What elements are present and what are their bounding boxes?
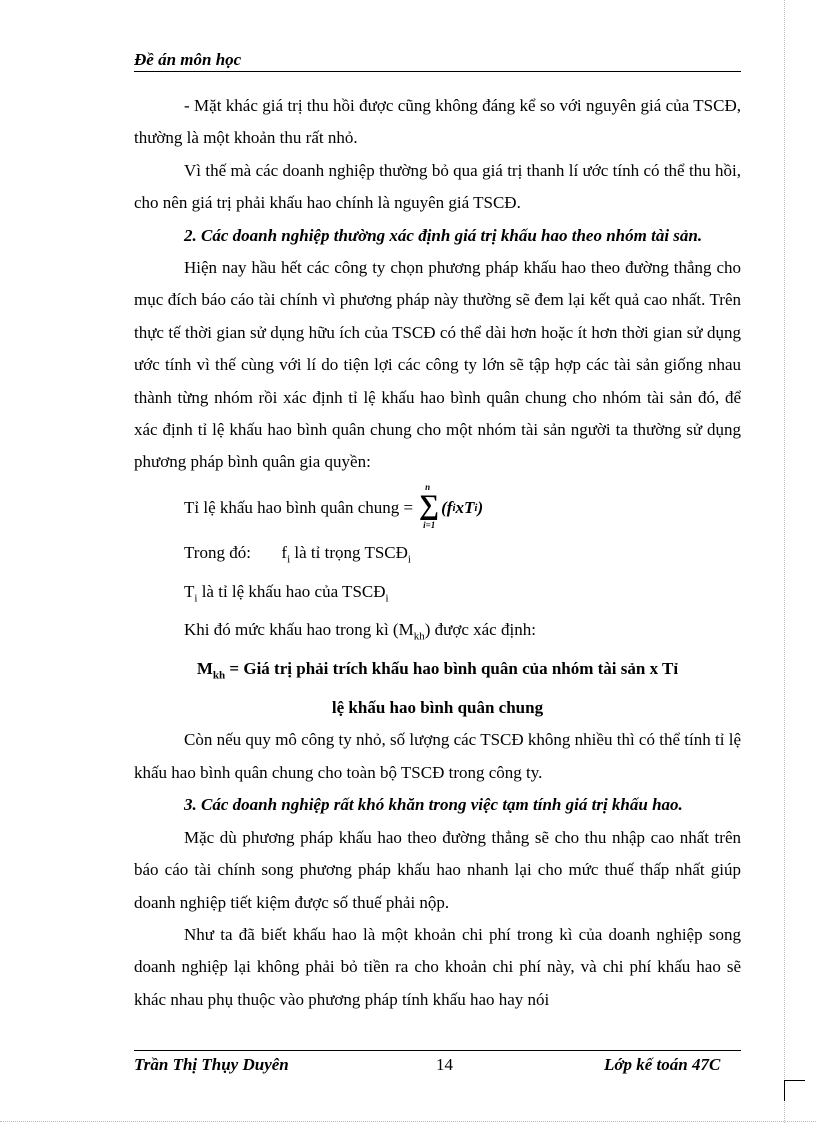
footer-rule [134, 1050, 741, 1051]
t-description: là tỉ lệ khấu hao của TSCĐ [197, 581, 386, 601]
header-rule [134, 71, 741, 72]
t-desc-subscript: i [385, 592, 389, 605]
mkh-rest: = Giá trị phải trích khấu hao bình quân của nhóm tài sản x Tỉ [225, 659, 679, 679]
sigma-upper-limit: n [425, 481, 431, 492]
f-description: là tỉ trọng TSCĐ [290, 542, 408, 562]
formula-sub-f: i [452, 501, 456, 514]
paragraph-5: Mặc dù phương pháp khấu hao theo đường thẳng sẽ cho thu nhập cao nhất trên báo cáo tài chính song phương pháp khấu hao nhanh lại cho mức thuế thấp nhất giúp doanh nghiệp tiết kiệm được số thuế phải nộp. [134, 827, 741, 912]
formula-expr-open: (f [441, 497, 453, 517]
khi-do-pre: Khi đó mức khấu hao trong kì (M [184, 620, 414, 640]
trong-do-label: Trong đó: [184, 542, 251, 562]
sigma-symbol [419, 481, 441, 530]
sigma-lower-limit: i=1 [423, 519, 436, 530]
t-variable: T [184, 581, 195, 601]
f-subscript: i [287, 553, 291, 566]
sigma-icon: ∑ [419, 489, 440, 521]
formula-mkh-line-2: lệ khấu hao bình quân chung [331, 698, 544, 718]
formula-expr-close: ) [477, 497, 484, 517]
page-edge-bottom [0, 1121, 816, 1122]
formula-average-rate [134, 479, 741, 537]
crop-mark-icon [784, 1080, 805, 1101]
formula-expr-mid: xT [455, 497, 475, 517]
paragraph-4: Còn nếu quy mô công ty nhỏ, số lượng các TSCĐ không nhiều thì có thể tính tỉ lệ khấu hao bình quân chung cho toàn bộ TSCĐ trong công ty. [134, 730, 741, 782]
formula-mkh-line-1 [134, 653, 741, 692]
khi-do-line [134, 614, 741, 653]
khi-do-sub: kh [413, 630, 425, 643]
formula-sum [419, 481, 484, 530]
paragraph-2: Vì thế mà các doanh nghiệp thường bỏ qua giá trị thanh lí ước tính có thể thu hồi, cho nên giá trị phải khấu hao chính là nguyên giá TSCĐ. [134, 160, 741, 213]
f-desc-subscript: i [407, 553, 411, 566]
formula-label: Tỉ lệ khấu hao bình quân chung = [184, 497, 414, 517]
f-variable: f [281, 542, 288, 562]
definition-t [134, 576, 741, 615]
paragraph-3: Hiện nay hầu hết các công ty chọn phương pháp khấu hao theo đường thẳng cho mục đích báo cáo tài chính vì phương pháp này thường sẽ đem lại kết quả cao nhất. Trên thực tế thời gian sử dụng hữu ích của TSCĐ có thể dài hơn hoặc ít hơn thời gian sử dụng ước tính vì thế cùng với lí do tiện lợi các công ty lớn sẽ tập hợp các tài sản giống nhau thành từng nhóm rồi xác định tỉ lệ khấu hao bình quân chung cho nhóm tài sản đó, để xác định tỉ lệ khấu hao bình quân chung cho một nhóm tài sản người ta thường sử dụng phương pháp bình quân gia quyền: [134, 258, 741, 472]
section-heading-3: 3. Các doanh nghiệp rất khó khăn trong việc tạm tính giá trị khấu hao. [184, 795, 683, 815]
khi-do-post: ) được xác định: [424, 620, 536, 640]
mkh-subscript: kh [212, 669, 226, 682]
definition-f [134, 537, 741, 576]
document-body [134, 90, 741, 1016]
formula-sub-t: i [474, 501, 478, 514]
header-title: Đề án môn học [134, 50, 242, 69]
section-heading-2: 2. Các doanh nghiệp thường xác định giá trị khấu hao theo nhóm tài sản. [184, 225, 703, 245]
page-edge-right [784, 0, 785, 1123]
footer-page-number: 14 [436, 1055, 453, 1074]
mkh-symbol: M [196, 659, 213, 679]
paragraph-1: - Mặt khác giá trị thu hồi được cũng không đáng kể so với nguyên giá của TSCĐ, thường là một khoản thu rất nhỏ. [134, 96, 741, 148]
paragraph-6: Như ta đã biết khấu hao là một khoản chi phí trong kì của doanh nghiệp song doanh nghiệp lại không phải bỏ tiền ra cho khoản chi phí này, và chi phí khấu hao sẽ khác nhau phụ thuộc vào phương pháp tính khấu hao hay nói [134, 924, 741, 1009]
footer-author: Trần Thị Thụy Duyên [134, 1055, 289, 1074]
footer-class: Lớp kế toán 47C [604, 1055, 721, 1074]
t-subscript: i [194, 592, 198, 605]
